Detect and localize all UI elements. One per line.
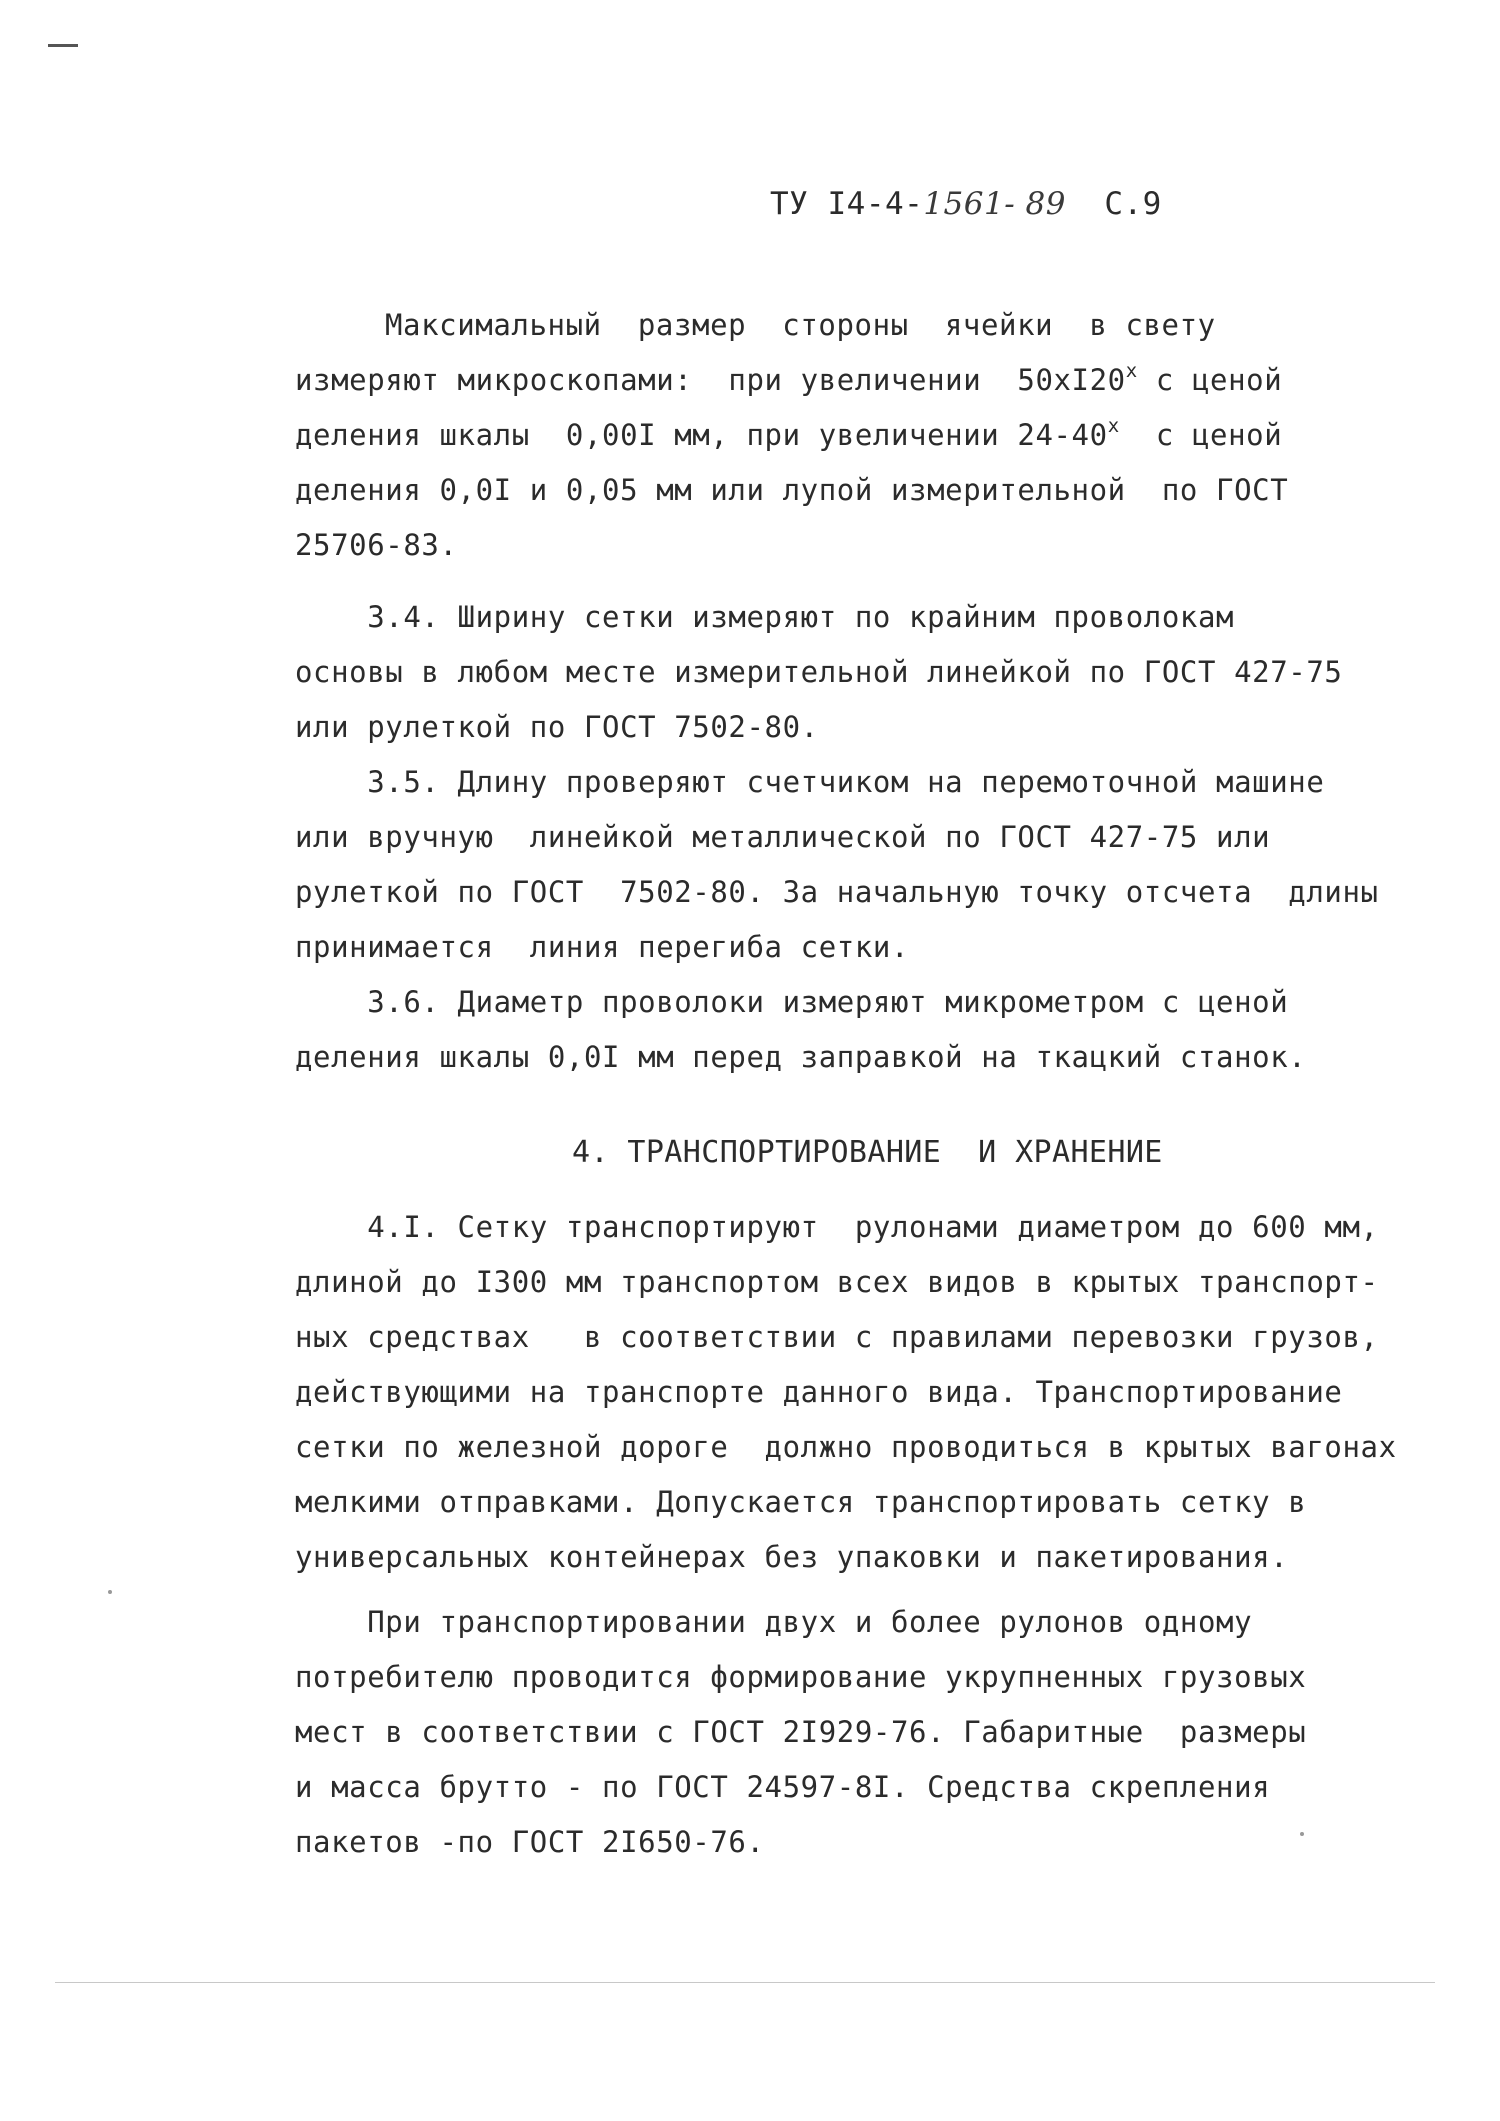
- text-line: мест в соответствии с ГОСТ 2I929-76. Габаритные размеры: [295, 1715, 1307, 1749]
- handwritten-doc-number: 1561- 89: [923, 186, 1066, 222]
- scan-speck: [108, 1590, 112, 1594]
- text-line: основы в любом месте измерительной линейкой по ГОСТ 427-75: [295, 655, 1343, 689]
- text-line: рулеткой по ГОСТ 7502-80. За начальную точку отсчета длины: [295, 875, 1379, 909]
- text-line: действующими на транспорте данного вида. Транспортирование: [295, 1375, 1343, 1409]
- text-line: универсальных контейнерах без упаковки и пакетирования.: [295, 1540, 1289, 1574]
- text-line: ных средствах в соответствии с правилами перевозки грузов,: [295, 1320, 1379, 1354]
- text-line: сетки по железной дороге должно проводиться в крытых вагонах: [295, 1430, 1397, 1464]
- text-line: пакетов -по ГОСТ 2I650-76.: [295, 1825, 765, 1859]
- text-line: 3.6. Диаметр проволоки измеряют микрометром с ценой: [295, 985, 1289, 1019]
- text-line: деления шкалы 0,0I мм перед заправкой на ткацкий станок.: [295, 1040, 1307, 1074]
- text-line: измеряют микроскопами: при увеличении $50хI20^х$ с ценой: [295, 360, 1283, 397]
- text-line: 25706-83.: [295, 528, 458, 562]
- text-line: 3.5. Длину проверяют счетчиком на перемоточной машине: [295, 765, 1325, 799]
- text-line: деления 0,0I и 0,05 мм или лупой измерительной по ГОСТ: [295, 473, 1289, 507]
- text-line: потребителю проводится формирование укрупненных грузовых: [295, 1660, 1307, 1694]
- scan-mark: [48, 44, 78, 47]
- document-header: [770, 186, 1162, 222]
- text-line: 4.I. Сетку транспортируют рулонами диаметром до 600 мм,: [295, 1210, 1379, 1244]
- text-line: или рулеткой по ГОСТ 7502-80.: [295, 710, 819, 744]
- text-line: Максимальный размер стороны ячейки в свету: [385, 308, 1216, 342]
- doc-prefix: ТУ I4-4-: [770, 186, 924, 222]
- text-line: длиной до I300 мм транспортом всех видов в крытых транспорт-: [295, 1265, 1379, 1299]
- text-line: или вручную линейкой металлической по ГОСТ 427-75 или: [295, 820, 1271, 854]
- text-line: При транспортировании двух и более рулонов одному: [295, 1605, 1253, 1639]
- page-number: С.9: [1104, 186, 1162, 222]
- text-line: мелкими отправками. Допускается транспортировать сетку в: [295, 1485, 1307, 1519]
- scan-speck: [1300, 1832, 1304, 1836]
- scan-edge-line: [55, 1982, 1435, 1983]
- text-line: и масса брутто - по ГОСТ 24597-8I. Средства скрепления: [295, 1770, 1271, 1804]
- text-line: принимается линия перегиба сетки.: [295, 930, 910, 964]
- text-line: 3.4. Ширину сетки измеряют по крайним проволокам: [295, 600, 1235, 634]
- section-heading: 4. ТРАНСПОРТИРОВАНИЕ И ХРАНЕНИЕ: [572, 1135, 1163, 1170]
- text-line: деления шкалы 0,00I мм, при увеличении $24-40^х$ с ценой: [295, 415, 1283, 452]
